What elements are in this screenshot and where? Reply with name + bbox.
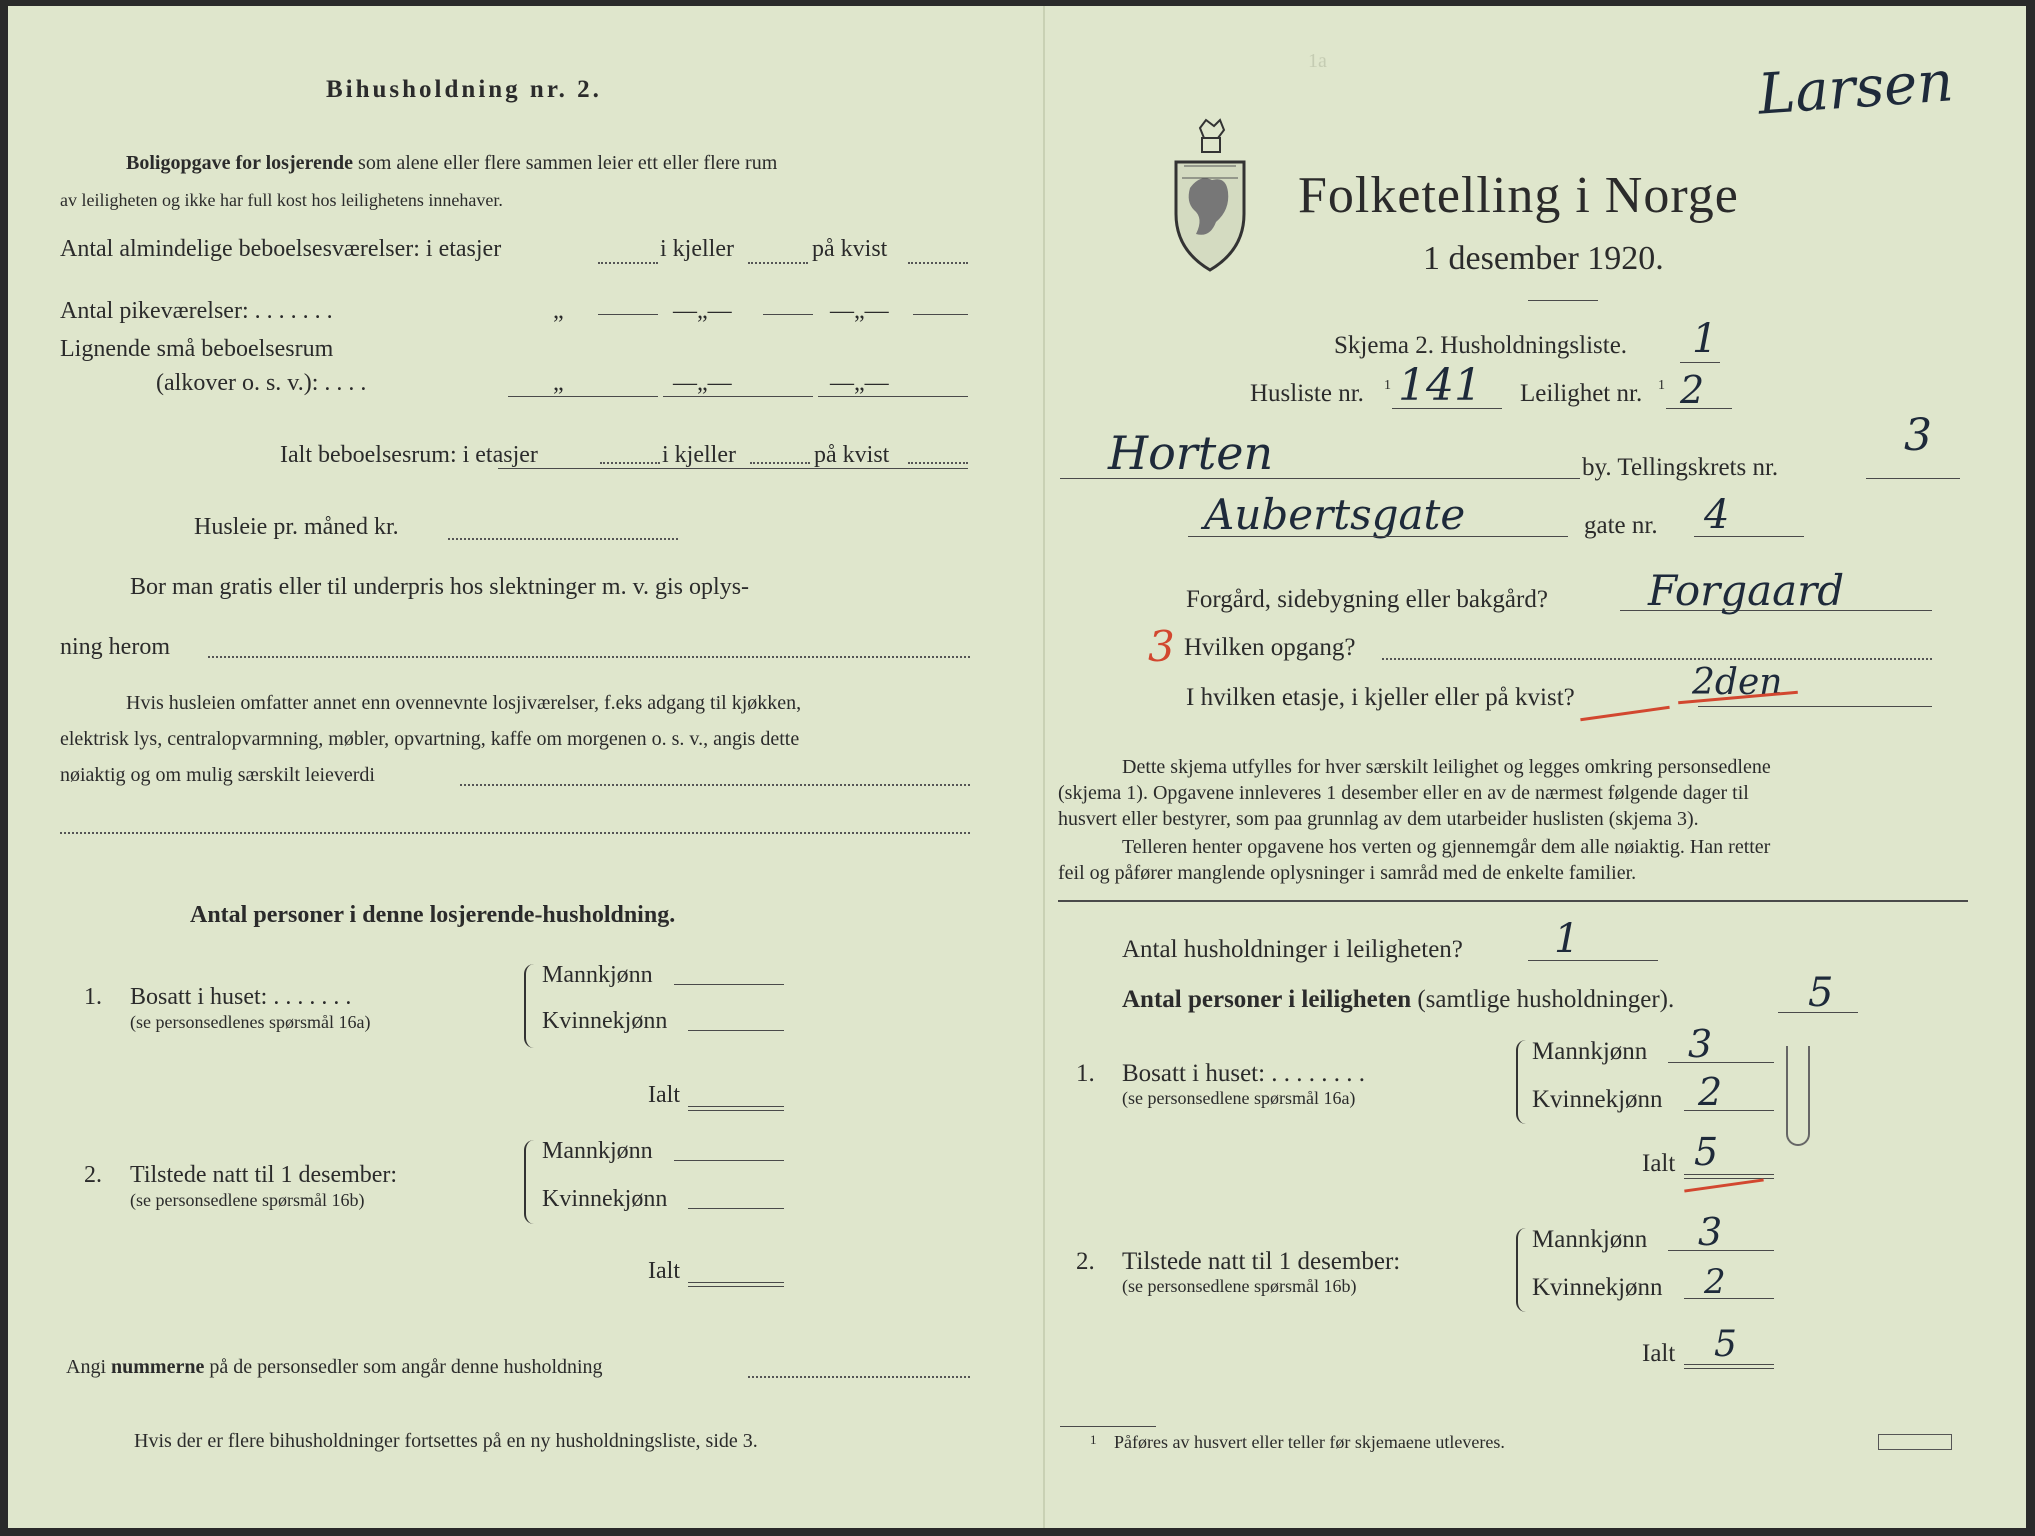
lq2-brace: [524, 1140, 534, 1224]
lq2-sub: (se personsedlene spørsmål 16b): [130, 1190, 365, 1210]
ialt-kvist-label: på kvist: [814, 442, 890, 468]
rooms-kvist-line[interactable]: [908, 262, 968, 264]
rq1-num: 1.: [1076, 1060, 1095, 1087]
rooms-etasjer-line[interactable]: [598, 262, 658, 264]
rq2-kvinne-label: Kvinnekjønn: [1532, 1274, 1663, 1301]
hvis-line-2: elektrisk lys, centralopvarmning, møbler, opvartning, kaffe om morgenen o. s. v., angis dette: [60, 728, 800, 750]
ialt-kjeller-line[interactable]: [750, 462, 810, 464]
gratis-line[interactable]: [208, 656, 970, 658]
pers-rest: (samtlige husholdninger).: [1417, 986, 1675, 1013]
rq2-mann-value: 3: [1698, 1210, 1723, 1254]
lq2-kvinne-line[interactable]: [688, 1208, 784, 1209]
hvis-line-1: Hvis husleien omfatter annet enn ovennevnte losjiværelser, f.eks adgang til kjøkken,: [126, 692, 802, 714]
rooms-kjeller-line[interactable]: [748, 262, 808, 264]
intro-line-2: av leiligheten og ikke har full kost hos leilighetens innehaver.: [60, 190, 503, 210]
left-title: Bihusholdning nr. 2.: [326, 76, 602, 103]
lq1-num: 1.: [84, 984, 102, 1010]
census-form-sheet: [8, 6, 2026, 1528]
pike-kvist-line[interactable]: [913, 314, 968, 315]
lq1-sub: (se personsedlenes spørsmål 16a): [130, 1012, 371, 1032]
rq1-kvinne-label: Kvinnekjønn: [1532, 1086, 1663, 1113]
hvis-line-3: nøiaktig og om mulig særskilt leieverdi: [60, 764, 375, 786]
lq1-label: Bosatt i huset: . . . . . . .: [130, 984, 352, 1010]
lq2-mann-line[interactable]: [674, 1160, 784, 1161]
opgang-mark: 3: [1148, 622, 1175, 671]
footnote-mark: 1: [1090, 1432, 1097, 1447]
small-rooms-label-1: Lignende små beboelsesrum: [60, 336, 334, 362]
rq2-kvinne-value: 2: [1704, 1262, 1726, 1302]
signature: Larsen: [1755, 49, 1956, 128]
husliste-footnote-mark: 1: [1384, 378, 1391, 393]
ialt-etasjer-line[interactable]: [600, 462, 660, 464]
hvis-extra-line[interactable]: [60, 832, 970, 834]
rq1-mann-label: Mannkjønn: [1532, 1038, 1648, 1065]
skjema-value: 1: [1692, 316, 1718, 362]
opgang-label: Hvilken opgang?: [1184, 634, 1356, 661]
rq2-label: Tilstede natt til 1 desember:: [1122, 1248, 1401, 1275]
lq1-kvinne-label: Kvinnekjønn: [542, 1008, 668, 1034]
info-divider: [1058, 900, 1968, 902]
skjema-line: [1680, 362, 1720, 363]
rq1-kvinne-value: 2: [1698, 1070, 1723, 1114]
title-divider: [1528, 300, 1598, 301]
by-line[interactable]: [1060, 478, 1580, 479]
left-footer: Hvis der er flere bihusholdninger fortsettes på en ny husholdningsliste, side 3.: [134, 1430, 758, 1452]
footnote-rule: [1060, 1426, 1156, 1427]
lq2-ialt-line[interactable]: [688, 1282, 784, 1283]
angi-bold: nummerne: [111, 1356, 205, 1378]
lq2-kvinne-label: Kvinnekjønn: [542, 1186, 668, 1212]
lq2-ialt-line-2: [688, 1286, 784, 1287]
coat-of-arms-icon: [1170, 118, 1250, 278]
etasje-line[interactable]: [1698, 706, 1932, 707]
hush-value: 1: [1554, 916, 1580, 962]
lq2-num: 2.: [84, 1162, 102, 1188]
rq2-ialt-line-2: [1684, 1368, 1774, 1369]
pike-label: Antal pikeværelser: . . . . . . .: [60, 298, 333, 324]
lq1-ialt-line-2: [688, 1110, 784, 1111]
by-value: Horten: [1108, 426, 1274, 480]
angi-pre: Angi: [66, 1356, 106, 1378]
gratis-line-1: Bor man gratis eller til underpris hos slektninger m. v. gis oplys-: [130, 574, 750, 600]
gratis-line-2: ning herom: [60, 634, 170, 660]
gate-label: gate nr.: [1584, 512, 1658, 539]
rq2-num: 2.: [1076, 1248, 1095, 1275]
pike-etasjer-line[interactable]: [598, 314, 658, 315]
pers-value: 5: [1808, 970, 1834, 1016]
pike-kjeller-line[interactable]: [763, 314, 813, 315]
opgang-line[interactable]: [1382, 658, 1932, 660]
gate-nr-value: 4: [1704, 492, 1730, 538]
angi-fill-line[interactable]: [748, 1376, 970, 1378]
husliste-value: 141: [1398, 360, 1482, 411]
rq1-ialt-red-mark: [1684, 1178, 1764, 1192]
gate-line[interactable]: [1188, 536, 1568, 537]
lq2-label: Tilstede natt til 1 desember:: [130, 1162, 398, 1188]
persons-title: Antal personer i denne losjerende-husholdning.: [190, 902, 676, 928]
small-etasjer-line[interactable]: [508, 396, 658, 397]
hush-line[interactable]: [1528, 960, 1658, 961]
intro-line-1: [126, 152, 777, 175]
ialt-rooms-label: Ialt beboelsesrum: i etasjer: [280, 442, 538, 468]
rq1-brace: [1516, 1040, 1526, 1124]
lq1-kvinne-line[interactable]: [688, 1030, 784, 1031]
rq1-check-mark: [1786, 1046, 1810, 1146]
rq1-sub: (se personsedlene spørsmål 16a): [1122, 1088, 1356, 1108]
pike-ditto-kjeller: —„—: [673, 298, 732, 324]
pers-bold: Antal personer i leiligheten: [1122, 986, 1412, 1013]
small-ditto-kjeller: —„—: [673, 370, 732, 396]
rq2-sub: (se personsedlene spørsmål 16b): [1122, 1276, 1357, 1296]
rq2-kvinne-line[interactable]: [1684, 1298, 1774, 1299]
small-kjeller-line[interactable]: [663, 396, 813, 397]
hvis-line[interactable]: [460, 784, 970, 786]
husliste-label: Husliste nr.: [1250, 380, 1364, 407]
page-fold: [1043, 6, 1045, 1528]
ialt-kjeller-label: i kjeller: [662, 442, 736, 468]
husleie-label: Husleie pr. måned kr.: [194, 514, 399, 540]
pike-ditto: „: [553, 298, 564, 324]
lq2-mann-label: Mannkjønn: [542, 1138, 653, 1164]
info-line-1: Dette skjema utfylles for hver særskilt leilighet og legges omkring personsedlene: [1122, 756, 1771, 778]
leilighet-label: Leilighet nr.: [1520, 380, 1643, 407]
small-ditto-kvist: —„—: [830, 370, 889, 396]
lq1-ialt-label: Ialt: [648, 1082, 680, 1108]
info-line-5: feil og påfører manglende oplysninger i samråd med de enkelte familier.: [1058, 862, 1637, 884]
leilighet-footnote-mark: 1: [1658, 378, 1665, 393]
small-kvist-line[interactable]: [818, 396, 968, 397]
rq1-ialt-line[interactable]: [1684, 1174, 1774, 1175]
etasje-underline: [1580, 706, 1670, 721]
lq2-ialt-label: Ialt: [648, 1258, 680, 1284]
rq2-brace: [1516, 1228, 1526, 1312]
small-rooms-label-2: (alkover o. s. v.): . . . .: [156, 370, 367, 396]
rq2-mann-label: Mannkjønn: [1532, 1226, 1648, 1253]
rq1-mann-line[interactable]: [1668, 1062, 1774, 1063]
krets-value: 3: [1904, 410, 1932, 461]
small-ditto: „: [553, 370, 564, 396]
bleed-text: 1a: [1308, 50, 1327, 72]
ialt-kvist-line[interactable]: [908, 462, 968, 464]
lq1-mann-line[interactable]: [674, 984, 784, 985]
info-line-2: (skjema 1). Opgavene innleveres 1 desember eller en av de nærmest følgende dager til: [1058, 782, 1749, 804]
rooms-kjeller-label: i kjeller: [660, 236, 734, 262]
lq1-mann-label: Mannkjønn: [542, 962, 653, 988]
rooms-label: Antal almindelige beboelsesværelser: i etasjer: [60, 236, 502, 262]
pike-ditto-kvist: —„—: [830, 298, 889, 324]
by-label: by. Tellingskrets nr.: [1582, 454, 1779, 481]
angi-line: [66, 1356, 603, 1379]
footnote-text: Påføres av husvert eller teller før skjemaene utleveres.: [1114, 1432, 1505, 1452]
lq1-brace: [524, 964, 534, 1048]
info-line-4: Telleren henter opgavene hos verten og gjennemgår dem alle nøiaktig. Han retter: [1122, 836, 1771, 858]
krets-line[interactable]: [1866, 478, 1960, 479]
right-title: Folketelling i Norge: [1298, 167, 1739, 224]
gate-value: Aubertsgate: [1204, 490, 1466, 539]
census-date: 1 desember 1920.: [1423, 240, 1664, 277]
rq2-ialt-value: 5: [1714, 1324, 1737, 1365]
rooms-kvist-label: på kvist: [812, 236, 888, 262]
rq2-ialt-label: Ialt: [1642, 1340, 1676, 1367]
hush-label: Antal husholdninger i leiligheten?: [1122, 936, 1463, 963]
etasje-label: I hvilken etasje, i kjeller eller på kvist?: [1186, 684, 1575, 711]
forgard-label: Forgård, sidebygning eller bakgård?: [1186, 586, 1548, 613]
forgard-value: Forgaard: [1648, 566, 1845, 615]
intro-bold: Boligopgave for losjerende: [126, 152, 354, 174]
rq1-mann-value: 3: [1688, 1022, 1713, 1066]
intro-rest: som alene eller flere sammen leier ett eller flere rum: [358, 152, 778, 174]
info-line-3: husvert eller bestyrer, som paa grunnlag av dem utarbeider huslisten (skjema 3).: [1058, 808, 1699, 830]
skjema-label: Skjema 2. Husholdningsliste.: [1334, 332, 1628, 359]
leilighet-value: 2: [1680, 368, 1705, 412]
etasje-value: 2den: [1692, 662, 1783, 703]
husleie-line[interactable]: [448, 538, 678, 540]
lq1-ialt-line[interactable]: [688, 1106, 784, 1107]
printer-stamp: [1878, 1434, 1952, 1450]
rq1-ialt-value: 5: [1694, 1130, 1719, 1174]
rq1-ialt-label: Ialt: [1642, 1150, 1676, 1177]
rq1-label: Bosatt i huset: . . . . . . . .: [1122, 1060, 1366, 1087]
pers-line: [1122, 986, 1674, 1014]
angi-post: på de personsedler som angår denne husholdning: [209, 1356, 603, 1378]
